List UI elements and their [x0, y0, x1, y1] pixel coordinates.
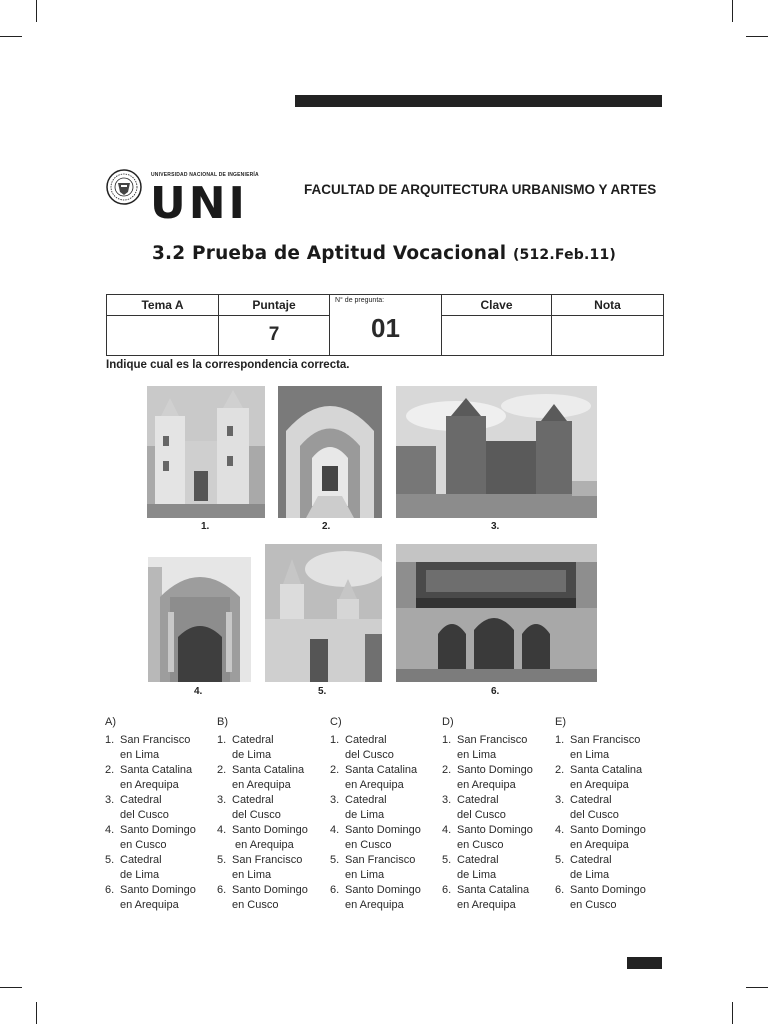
option-item-line2: en Arequipa [457, 899, 516, 911]
option-item-number: 4. [442, 824, 452, 836]
option-letter: D) [442, 716, 454, 728]
option-item-line1: Santa Catalina [232, 764, 305, 776]
option-item-text [570, 823, 646, 853]
option-item-line2: en Arequipa [232, 839, 294, 851]
option-item-number: 1. [555, 734, 565, 746]
option-item-text [570, 793, 619, 823]
page-number-bar [627, 957, 662, 969]
option-item-line1: Catedral [457, 854, 499, 866]
option-item [105, 823, 215, 853]
crop-mark [36, 1002, 37, 1024]
option-item-line2: de Lima [570, 869, 610, 881]
option-item-line2: de Lima [232, 749, 272, 761]
clave-value [442, 315, 552, 355]
option-item-number: 6. [442, 884, 452, 896]
option-item-line2: en Cusco [345, 839, 392, 851]
option-item-line2: en Lima [570, 749, 610, 761]
option-item-line2: en Lima [232, 869, 272, 881]
option-item-line2: en Cusco [232, 899, 279, 911]
photo-6 [396, 544, 597, 682]
option-item-text [457, 883, 529, 913]
option-item-line2: en Arequipa [345, 779, 404, 791]
option-item [217, 793, 327, 823]
puntaje-value: 7 [219, 315, 330, 355]
pregunta-cell [330, 315, 442, 355]
option-item [105, 853, 215, 883]
option-item-text [120, 883, 196, 913]
option-item-line1: Catedral [120, 854, 162, 866]
option-item-text [345, 883, 421, 913]
photo-1 [147, 386, 265, 518]
photo-5 [265, 544, 382, 682]
crop-mark [746, 36, 768, 37]
option-item-number: 3. [442, 794, 452, 806]
option-item-text [457, 853, 499, 883]
option-item-line1: Santa Catalina [345, 764, 418, 776]
option-item [442, 823, 552, 853]
option-item-line1: San Francisco [120, 734, 191, 746]
tema-value [107, 315, 219, 355]
photo-label-4: 4. [194, 686, 203, 697]
option-item-line1: Santo Domingo [232, 824, 308, 836]
option-item-line2: del Cusco [232, 809, 281, 821]
option-item-number: 3. [555, 794, 565, 806]
option-item-line2: del Cusco [570, 809, 619, 821]
option-item-line1: Santo Domingo [345, 884, 421, 896]
option-item [555, 823, 665, 853]
option-item-line1: San Francisco [457, 734, 528, 746]
photo-label-5: 5. [318, 686, 327, 697]
crop-mark [0, 987, 22, 988]
option-item-line2: del Cusco [120, 809, 169, 821]
option-item-number: 6. [555, 884, 565, 896]
option-item-number: 6. [217, 884, 227, 896]
option-item-line2: en Lima [120, 749, 160, 761]
uni-logo-text: UNI [150, 178, 248, 222]
option-item-line2: en Cusco [570, 899, 617, 911]
option-item [442, 763, 552, 793]
option-item-text [345, 823, 421, 853]
option-item-line1: Santo Domingo [120, 884, 196, 896]
photo-3 [396, 386, 597, 518]
option-item-line1: Santo Domingo [232, 884, 308, 896]
option-item-line2: en Arequipa [345, 899, 404, 911]
option-item-line1: Santo Domingo [345, 824, 421, 836]
header-tema: Tema A [107, 295, 219, 316]
option-item-number: 2. [105, 764, 115, 776]
option-item [330, 853, 440, 883]
option-item [555, 733, 665, 763]
option-item-text [120, 763, 192, 793]
uni-logo [150, 178, 254, 222]
option-item-number: 6. [330, 884, 340, 896]
answer-option-b[interactable] [217, 715, 327, 913]
option-item-text [345, 733, 394, 763]
photo-2 [278, 386, 382, 518]
option-item-text [570, 763, 642, 793]
top-decorative-bar [295, 95, 662, 107]
option-item [442, 793, 552, 823]
option-item-number: 5. [555, 854, 565, 866]
university-name-small: UNIVERSIDAD NACIONAL DE INGENIERÍA [151, 172, 259, 178]
option-item-line2: en Arequipa [120, 899, 179, 911]
option-item [555, 853, 665, 883]
university-seal-icon [106, 169, 142, 205]
header-puntaje: Puntaje [219, 295, 330, 316]
option-item-line1: Catedral [120, 794, 162, 806]
option-item-text [232, 763, 304, 793]
page-title [0, 243, 768, 264]
option-item-number: 2. [217, 764, 227, 776]
option-item [105, 733, 215, 763]
option-item-text [232, 883, 308, 913]
option-item-line1: Santo Domingo [457, 764, 533, 776]
option-item [555, 883, 665, 913]
option-item-text [232, 733, 274, 763]
option-item-text [232, 793, 281, 823]
option-item-line1: Catedral [457, 794, 499, 806]
crop-mark [0, 36, 22, 37]
pregunta-value: 01 [371, 313, 400, 344]
nota-value [552, 315, 664, 355]
option-item-line2: en Cusco [457, 839, 504, 851]
option-item-number: 1. [442, 734, 452, 746]
header-nota: Nota [552, 295, 664, 316]
crop-mark [36, 0, 37, 22]
option-item [442, 733, 552, 763]
faculty-name: FACULTAD DE ARQUITECTURA URBANISMO Y ARTES [304, 182, 657, 197]
crop-mark [732, 1002, 733, 1024]
option-item-line2: en Lima [345, 869, 385, 881]
title-main: 3.2 Prueba de Aptitud Vocacional [151, 243, 513, 264]
option-item-text [457, 733, 527, 763]
option-item-line2: del Cusco [457, 809, 506, 821]
option-item-line1: Santa Catalina [120, 764, 193, 776]
option-item [105, 883, 215, 913]
photo-label-6: 6. [491, 686, 500, 697]
answer-option-c[interactable] [330, 715, 440, 913]
crop-mark [732, 0, 733, 22]
option-item-text [120, 793, 169, 823]
option-item-line1: Santa Catalina [570, 764, 643, 776]
option-item-line2: en Arequipa [457, 779, 516, 791]
option-item [555, 763, 665, 793]
option-item [555, 793, 665, 823]
option-item-line1: Catedral [232, 794, 274, 806]
option-item-number: 4. [217, 824, 227, 836]
option-item-number: 2. [330, 764, 340, 776]
option-item [442, 853, 552, 883]
option-item-line2: de Lima [120, 869, 160, 881]
option-item-text [570, 853, 612, 883]
option-item-number: 4. [330, 824, 340, 836]
option-item-line2: del Cusco [345, 749, 394, 761]
option-item-text [570, 883, 646, 913]
option-item-text [457, 793, 506, 823]
photo-4 [148, 557, 251, 682]
option-item-line1: San Francisco [232, 854, 303, 866]
option-item [217, 853, 327, 883]
option-item-line2: en Arequipa [570, 779, 629, 791]
answer-option-a[interactable] [105, 715, 215, 913]
crop-mark [746, 987, 768, 988]
option-item [330, 823, 440, 853]
option-item-number: 6. [105, 884, 115, 896]
option-item-text [457, 763, 533, 793]
option-item-text [120, 853, 162, 883]
option-item-line2: de Lima [457, 869, 497, 881]
question-text: Indique cual es la correspondencia correcta. [106, 359, 350, 371]
option-item-text [570, 733, 640, 763]
option-item-text [120, 733, 190, 763]
option-item-line1: Catedral [570, 794, 612, 806]
option-letter: A) [105, 716, 116, 728]
option-item-line1: San Francisco [345, 854, 416, 866]
photo-label-3: 3. [491, 521, 500, 532]
option-item-line1: Catedral [232, 734, 274, 746]
option-item-line1: Santo Domingo [457, 824, 533, 836]
option-item-text [457, 823, 533, 853]
option-item-text [345, 763, 417, 793]
option-item-line2: en Lima [457, 749, 497, 761]
option-item-line1: Santo Domingo [570, 824, 646, 836]
option-item [217, 883, 327, 913]
option-item-line2: en Arequipa [232, 779, 291, 791]
option-letter: E) [555, 716, 566, 728]
answer-option-d[interactable] [442, 715, 552, 913]
option-item [330, 883, 440, 913]
option-item-number: 1. [330, 734, 340, 746]
option-item-number: 3. [217, 794, 227, 806]
option-item-number: 5. [330, 854, 340, 866]
option-item-number: 5. [217, 854, 227, 866]
option-item-line1: Santo Domingo [570, 884, 646, 896]
option-item-line2: en Cusco [120, 839, 167, 851]
option-letter: C) [330, 716, 342, 728]
option-item-number: 3. [105, 794, 115, 806]
option-item-line2: en Arequipa [120, 779, 179, 791]
option-item-text [120, 823, 196, 853]
header-pregunta: N° de pregunta: [330, 295, 442, 316]
option-item [105, 763, 215, 793]
info-table [106, 294, 664, 356]
photo-label-1: 1. [201, 521, 210, 532]
option-item-number: 5. [442, 854, 452, 866]
option-item-number: 3. [330, 794, 340, 806]
option-item-line1: Catedral [570, 854, 612, 866]
option-item-line1: Santo Domingo [120, 824, 196, 836]
option-item-line1: San Francisco [570, 734, 641, 746]
option-item [330, 763, 440, 793]
option-item [217, 823, 327, 853]
photo-label-2: 2. [322, 521, 331, 532]
option-item-number: 1. [217, 734, 227, 746]
answer-option-e[interactable] [555, 715, 665, 913]
option-item-line1: Catedral [345, 734, 387, 746]
option-item-line2: de Lima [345, 809, 385, 821]
option-item-number: 2. [555, 764, 565, 776]
option-item [330, 733, 440, 763]
option-letter: B) [217, 716, 228, 728]
option-item-number: 2. [442, 764, 452, 776]
option-item [330, 793, 440, 823]
option-item [217, 733, 327, 763]
option-item [105, 793, 215, 823]
option-item-text [345, 793, 387, 823]
option-item-line2: en Arequipa [570, 839, 629, 851]
title-code: (512.Feb.11) [512, 247, 617, 263]
option-item-number: 1. [105, 734, 115, 746]
option-item-text [345, 853, 415, 883]
option-item-number: 4. [555, 824, 565, 836]
header-clave: Clave [442, 295, 552, 316]
option-item-number: 5. [105, 854, 115, 866]
option-item-line1: Catedral [345, 794, 387, 806]
option-item-text [232, 853, 302, 883]
option-item-line1: Santa Catalina [457, 884, 530, 896]
option-item-number: 4. [105, 824, 115, 836]
option-item [217, 763, 327, 793]
option-item-text [232, 823, 308, 853]
option-item [442, 883, 552, 913]
